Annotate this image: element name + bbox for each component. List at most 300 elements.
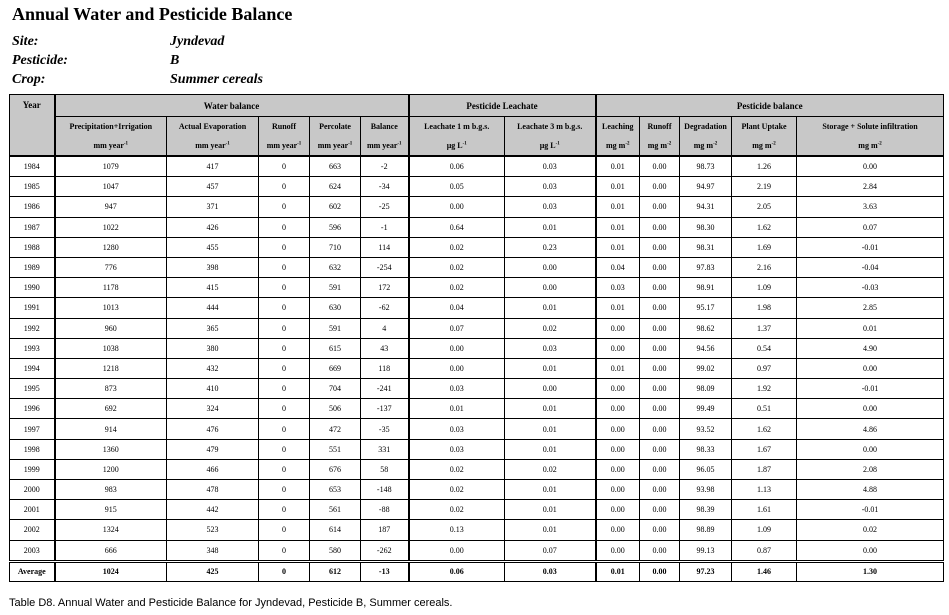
year-cell: 1996: [10, 399, 55, 419]
unit-label: mg m: [647, 141, 668, 150]
value-cell: 0.02: [797, 520, 944, 540]
value-cell: 914: [55, 419, 167, 439]
value-cell: 0.00: [640, 217, 680, 237]
value-cell: 4: [361, 318, 409, 338]
column-header-unit: [410, 136, 505, 155]
value-cell: -62: [361, 298, 409, 318]
unit-exponent: -1: [225, 141, 230, 147]
value-cell: 1.09: [732, 278, 797, 298]
value-cell: 0.03: [505, 177, 596, 197]
column-header-name: Balance: [370, 122, 398, 131]
value-cell: 0.07: [505, 540, 596, 561]
value-cell: 0.00: [640, 338, 680, 358]
value-cell: 0.00: [505, 379, 596, 399]
average-label: Average: [10, 561, 55, 581]
value-cell: 0.00: [596, 399, 640, 419]
value-cell: 0.00: [640, 257, 680, 277]
column-header-name: Leachate 3 m b.g.s.: [517, 122, 583, 131]
value-cell: 0: [259, 480, 310, 500]
value-cell: 0.02: [409, 257, 505, 277]
value-cell: 710: [310, 237, 361, 257]
value-cell: 98.31: [680, 237, 732, 257]
value-cell: 0.04: [596, 257, 640, 277]
value-cell: 0.03: [505, 197, 596, 217]
value-cell: 3.63: [797, 197, 944, 217]
column-header-unit: [310, 136, 360, 155]
value-cell: -148: [361, 480, 409, 500]
value-cell: 0.01: [596, 156, 640, 177]
value-cell: 1.98: [732, 298, 797, 318]
value-cell: 98.91: [680, 278, 732, 298]
value-cell: 0.06: [409, 156, 505, 177]
value-cell: 0: [259, 561, 310, 581]
value-cell: 0.02: [505, 318, 596, 338]
value-cell: 666: [55, 540, 167, 561]
year-cell: 1998: [10, 439, 55, 459]
column-header: [55, 117, 167, 157]
value-cell: 1.62: [732, 419, 797, 439]
value-cell: 1024: [55, 561, 167, 581]
value-cell: 0: [259, 298, 310, 318]
unit-label: mg m: [858, 141, 878, 150]
value-cell: 478: [167, 480, 259, 500]
value-cell: 0.03: [505, 156, 596, 177]
table-row: [10, 459, 944, 479]
value-cell: 0.00: [640, 358, 680, 378]
table-row: [10, 500, 944, 520]
value-cell: 2.19: [732, 177, 797, 197]
value-cell: 630: [310, 298, 361, 318]
value-cell: 98.09: [680, 379, 732, 399]
value-cell: -34: [361, 177, 409, 197]
value-cell: 1.30: [797, 561, 944, 581]
value-cell: -25: [361, 197, 409, 217]
value-cell: 99.13: [680, 540, 732, 561]
column-header-unit: [597, 136, 640, 155]
value-cell: 0.01: [505, 500, 596, 520]
value-cell: 0: [259, 197, 310, 217]
unit-label: mg m: [606, 141, 626, 150]
value-cell: 0.00: [640, 177, 680, 197]
value-cell: 1.37: [732, 318, 797, 338]
value-cell: 0.01: [596, 298, 640, 318]
value-cell: -254: [361, 257, 409, 277]
column-header-name: Degradation: [684, 122, 727, 131]
table-row: [10, 278, 944, 298]
value-cell: 983: [55, 480, 167, 500]
value-cell: 915: [55, 500, 167, 520]
value-cell: 1013: [55, 298, 167, 318]
value-cell: 1.67: [732, 439, 797, 459]
value-cell: 0.00: [596, 480, 640, 500]
value-cell: 1.09: [732, 520, 797, 540]
value-cell: 0.03: [409, 419, 505, 439]
value-cell: 1079: [55, 156, 167, 177]
value-cell: 873: [55, 379, 167, 399]
column-header: [259, 117, 310, 157]
value-cell: 380: [167, 338, 259, 358]
value-cell: 0: [259, 500, 310, 520]
value-cell: 561: [310, 500, 361, 520]
value-cell: 0: [259, 237, 310, 257]
column-header-name: Runoff: [271, 122, 296, 131]
unit-label: µg L: [446, 141, 463, 150]
table-row: [10, 217, 944, 237]
value-cell: 95.17: [680, 298, 732, 318]
value-cell: 0: [259, 379, 310, 399]
column-header: [797, 117, 944, 157]
value-cell: 0.01: [505, 358, 596, 378]
value-cell: 960: [55, 318, 167, 338]
year-cell: 1999: [10, 459, 55, 479]
value-cell: 444: [167, 298, 259, 318]
year-cell: 2000: [10, 480, 55, 500]
value-cell: 0.03: [409, 379, 505, 399]
value-cell: 1360: [55, 439, 167, 459]
value-cell: 98.33: [680, 439, 732, 459]
value-cell: 1.69: [732, 237, 797, 257]
value-cell: 97.23: [680, 561, 732, 581]
value-cell: 425: [167, 561, 259, 581]
value-cell: 410: [167, 379, 259, 399]
column-header-unit: [732, 136, 796, 155]
value-cell: 0.03: [409, 439, 505, 459]
value-cell: 94.56: [680, 338, 732, 358]
value-cell: 0.00: [640, 278, 680, 298]
meta-crop-label: Crop:: [12, 72, 46, 87]
value-cell: 1.13: [732, 480, 797, 500]
column-header: [732, 117, 797, 157]
value-cell: 0.00: [797, 358, 944, 378]
year-header: Year: [10, 95, 55, 157]
value-cell: 1178: [55, 278, 167, 298]
value-cell: 669: [310, 358, 361, 378]
table-body: [10, 156, 944, 581]
value-cell: 324: [167, 399, 259, 419]
value-cell: 1038: [55, 338, 167, 358]
meta-crop-value: Summer cereals: [170, 72, 263, 87]
value-cell: 0.01: [797, 318, 944, 338]
unit-label: mm year: [266, 141, 298, 150]
value-cell: 0: [259, 156, 310, 177]
table-row: [10, 520, 944, 540]
unit-exponent: -2: [625, 141, 630, 147]
meta-pesticide-value: B: [170, 53, 180, 68]
value-cell: 676: [310, 459, 361, 479]
unit-exponent: -2: [713, 141, 718, 147]
value-cell: 0.02: [505, 459, 596, 479]
value-cell: 0.01: [505, 480, 596, 500]
unit-exponent: -1: [297, 141, 302, 147]
value-cell: 0: [259, 217, 310, 237]
column-header-name: Storage + Solute infiltration: [822, 122, 918, 131]
year-cell: 2002: [10, 520, 55, 540]
value-cell: 0.54: [732, 338, 797, 358]
value-cell: 0.03: [505, 338, 596, 358]
value-cell: 947: [55, 197, 167, 217]
value-cell: -35: [361, 419, 409, 439]
value-cell: 0.02: [409, 459, 505, 479]
value-cell: 0: [259, 177, 310, 197]
value-cell: 455: [167, 237, 259, 257]
value-cell: 0.87: [732, 540, 797, 561]
column-header: [640, 117, 680, 157]
value-cell: 591: [310, 318, 361, 338]
table-row: [10, 338, 944, 358]
value-cell: 0: [259, 419, 310, 439]
table-row: [10, 257, 944, 277]
value-cell: 0.01: [596, 217, 640, 237]
meta-pesticide-label: Pesticide:: [12, 53, 68, 68]
table-row: [10, 298, 944, 318]
unit-label: mm year: [366, 141, 398, 150]
value-cell: 0.00: [409, 338, 505, 358]
year-cell: 1997: [10, 419, 55, 439]
value-cell: 479: [167, 439, 259, 459]
value-cell: -0.04: [797, 257, 944, 277]
year-cell: 1984: [10, 156, 55, 177]
value-cell: 365: [167, 318, 259, 338]
column-header-row: [10, 117, 944, 157]
value-cell: 0.00: [640, 459, 680, 479]
value-cell: 0.03: [596, 278, 640, 298]
table-row: [10, 480, 944, 500]
table-row: [10, 399, 944, 419]
value-cell: 0: [259, 338, 310, 358]
column-header: [680, 117, 732, 157]
value-cell: 2.08: [797, 459, 944, 479]
column-header: [167, 117, 259, 157]
table-row: [10, 156, 944, 177]
value-cell: 0.02: [409, 500, 505, 520]
year-cell: 1992: [10, 318, 55, 338]
value-cell: 0.04: [409, 298, 505, 318]
value-cell: 0.00: [640, 500, 680, 520]
column-header-unit: [56, 136, 167, 155]
table-row: [10, 379, 944, 399]
average-row: [10, 561, 944, 581]
value-cell: 0.00: [596, 459, 640, 479]
year-cell: 1987: [10, 217, 55, 237]
value-cell: 0.01: [409, 399, 505, 419]
value-cell: 551: [310, 439, 361, 459]
value-cell: 172: [361, 278, 409, 298]
value-cell: 0: [259, 278, 310, 298]
value-cell: 0.00: [596, 540, 640, 561]
value-cell: 0.02: [409, 237, 505, 257]
value-cell: -0.01: [797, 500, 944, 520]
value-cell: 591: [310, 278, 361, 298]
year-cell: 2003: [10, 540, 55, 561]
value-cell: -13: [361, 561, 409, 581]
value-cell: 0: [259, 459, 310, 479]
unit-exponent: -1: [555, 141, 560, 147]
value-cell: 0.00: [596, 500, 640, 520]
unit-exponent: -1: [348, 141, 353, 147]
value-cell: 98.30: [680, 217, 732, 237]
value-cell: 426: [167, 217, 259, 237]
value-cell: 415: [167, 278, 259, 298]
year-cell: 1989: [10, 257, 55, 277]
value-cell: -0.01: [797, 379, 944, 399]
value-cell: 2.84: [797, 177, 944, 197]
value-cell: 93.98: [680, 480, 732, 500]
unit-exponent: -1: [123, 141, 129, 147]
pesticide-leachate-header: Pesticide Leachate: [409, 95, 596, 117]
value-cell: 0.00: [409, 197, 505, 217]
table-row: [10, 419, 944, 439]
value-cell: 0.00: [640, 520, 680, 540]
value-cell: 99.49: [680, 399, 732, 419]
value-cell: 0.00: [640, 540, 680, 561]
value-cell: 596: [310, 217, 361, 237]
value-cell: -1: [361, 217, 409, 237]
table-row: [10, 540, 944, 561]
value-cell: 0.01: [505, 439, 596, 459]
column-header: [310, 117, 361, 157]
value-cell: 0.01: [505, 520, 596, 540]
value-cell: 0.01: [596, 177, 640, 197]
column-header-unit: [505, 136, 595, 155]
unit-label: mm year: [93, 141, 124, 150]
value-cell: 0.00: [797, 156, 944, 177]
table-row: [10, 318, 944, 338]
year-cell: 1991: [10, 298, 55, 318]
value-cell: 96.05: [680, 459, 732, 479]
value-cell: 98.62: [680, 318, 732, 338]
value-cell: 0: [259, 257, 310, 277]
value-cell: 97.83: [680, 257, 732, 277]
value-cell: 1324: [55, 520, 167, 540]
value-cell: 98.39: [680, 500, 732, 520]
table-row: [10, 358, 944, 378]
page-title: Annual Water and Pesticide Balance: [12, 4, 293, 24]
value-cell: 4.86: [797, 419, 944, 439]
table-row: [10, 237, 944, 257]
value-cell: 0.07: [797, 217, 944, 237]
value-cell: 0.00: [409, 358, 505, 378]
value-cell: 0.00: [596, 379, 640, 399]
value-cell: 99.02: [680, 358, 732, 378]
value-cell: 0.00: [640, 480, 680, 500]
column-header: [505, 117, 596, 157]
value-cell: 1.46: [732, 561, 797, 581]
value-cell: 0.00: [640, 439, 680, 459]
value-cell: 1218: [55, 358, 167, 378]
value-cell: 0.00: [505, 257, 596, 277]
value-cell: 0.01: [596, 358, 640, 378]
value-cell: 0.97: [732, 358, 797, 378]
value-cell: 0.05: [409, 177, 505, 197]
column-header-name: Leachate 1 m b.g.s.: [424, 122, 490, 131]
unit-exponent: -2: [771, 141, 776, 147]
unit-label: µg L: [539, 141, 556, 150]
unit-label: mm year: [195, 141, 226, 150]
value-cell: 442: [167, 500, 259, 520]
value-cell: 1022: [55, 217, 167, 237]
value-cell: 663: [310, 156, 361, 177]
value-cell: 0.01: [505, 298, 596, 318]
value-cell: 0.01: [505, 217, 596, 237]
column-header-unit: [680, 136, 731, 155]
value-cell: 1047: [55, 177, 167, 197]
value-cell: 0.00: [640, 197, 680, 217]
column-header-unit: [797, 136, 943, 155]
value-cell: 0.00: [596, 439, 640, 459]
year-cell: 2001: [10, 500, 55, 520]
table-row: [10, 197, 944, 217]
value-cell: 653: [310, 480, 361, 500]
value-cell: 371: [167, 197, 259, 217]
value-cell: 58: [361, 459, 409, 479]
value-cell: 0.23: [505, 237, 596, 257]
value-cell: 0: [259, 439, 310, 459]
value-cell: 0.00: [640, 561, 680, 581]
water-balance-header: Water balance: [55, 95, 409, 117]
value-cell: 476: [167, 419, 259, 439]
value-cell: 94.97: [680, 177, 732, 197]
value-cell: 0.06: [409, 561, 505, 581]
value-cell: 0.00: [797, 540, 944, 561]
value-cell: 632: [310, 257, 361, 277]
value-cell: 348: [167, 540, 259, 561]
value-cell: 1280: [55, 237, 167, 257]
value-cell: 2.05: [732, 197, 797, 217]
value-cell: 0.51: [732, 399, 797, 419]
unit-exponent: -1: [462, 141, 467, 147]
value-cell: 98.89: [680, 520, 732, 540]
value-cell: 0.02: [409, 278, 505, 298]
value-cell: 0.64: [409, 217, 505, 237]
value-cell: 624: [310, 177, 361, 197]
column-header-name: Percolate: [319, 122, 351, 131]
value-cell: 0.00: [797, 399, 944, 419]
value-cell: -2: [361, 156, 409, 177]
value-cell: 0.00: [640, 298, 680, 318]
value-cell: 0.00: [596, 520, 640, 540]
value-cell: 0.00: [640, 399, 680, 419]
year-cell: 1993: [10, 338, 55, 358]
value-cell: 432: [167, 358, 259, 378]
value-cell: 0.00: [596, 318, 640, 338]
value-cell: 776: [55, 257, 167, 277]
value-cell: 523: [167, 520, 259, 540]
value-cell: 615: [310, 338, 361, 358]
value-cell: 0: [259, 540, 310, 561]
value-cell: 1200: [55, 459, 167, 479]
value-cell: 187: [361, 520, 409, 540]
value-cell: 398: [167, 257, 259, 277]
value-cell: 4.88: [797, 480, 944, 500]
unit-label: mg m: [752, 141, 772, 150]
column-header-name: Actual Evaporation: [178, 122, 247, 131]
value-cell: 0.07: [409, 318, 505, 338]
column-header-unit: [167, 136, 258, 155]
value-cell: 1.26: [732, 156, 797, 177]
column-header-name: Leaching: [601, 122, 634, 131]
value-cell: 0: [259, 318, 310, 338]
value-cell: 0.00: [505, 278, 596, 298]
value-cell: 0.00: [640, 419, 680, 439]
value-cell: -0.01: [797, 237, 944, 257]
value-cell: 0.00: [640, 237, 680, 257]
column-header-name: Plant Uptake: [741, 122, 787, 131]
value-cell: -137: [361, 399, 409, 419]
value-cell: 457: [167, 177, 259, 197]
year-cell: 1994: [10, 358, 55, 378]
value-cell: -88: [361, 500, 409, 520]
value-cell: 4.90: [797, 338, 944, 358]
